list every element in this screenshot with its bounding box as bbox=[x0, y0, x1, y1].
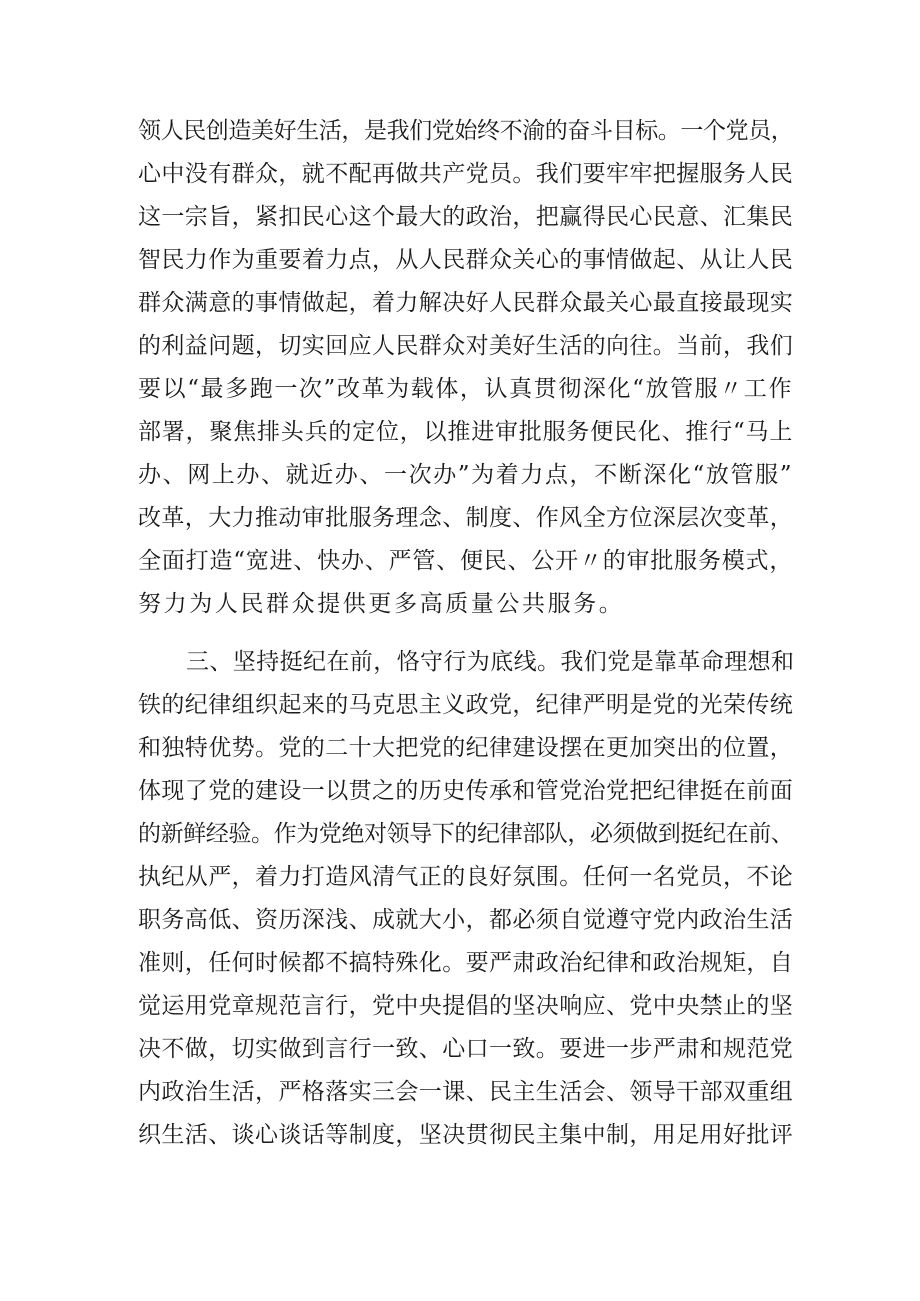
paragraph-line: 体现了党的建设一以贯之的历史传承和管党治党把纪律挺在前面 bbox=[138, 778, 794, 804]
paragraph-line: 部署，聚焦排头兵的定位，以推进审批服务便民化、推行“马上 bbox=[138, 419, 794, 445]
paragraph-line: 要以“最多跑一次”改革为载体，认真贯彻深化“放管服〃工作 bbox=[138, 376, 794, 402]
paragraph-line: 改革，大力推动审批服务理念、制度、作风全方位深层次变革， bbox=[138, 505, 794, 531]
paragraph-line: 和独特优势。党的二十大把党的纪律建设摆在更加突出的位置， bbox=[138, 735, 794, 761]
paragraph-line: 群众满意的事情做起，着力解决好人民群众最关心最直接最现实 bbox=[138, 290, 794, 316]
paragraph-line: 的利益问题，切实回应人民群众对美好生活的向往。当前，我们 bbox=[138, 333, 794, 359]
paragraph-line: 准则，任何时候都不搞特殊化。要严肃政治纪律和政治规矩，自 bbox=[138, 950, 794, 976]
paragraph-line: 智民力作为重要着力点，从人民群众关心的事情做起、从让人民 bbox=[138, 247, 794, 273]
paragraph-line: 觉运用党章规范言行，党中央提倡的坚决响应、党中央禁止的坚 bbox=[138, 993, 794, 1019]
paragraph-line: 全面打造“宽进、快办、严管、便民、公开〃的审批服务模式， bbox=[138, 548, 794, 574]
paragraph-line: 织生活、谈心谈话等制度，坚决贯彻民主集中制，用足用好批评 bbox=[138, 1122, 794, 1148]
paragraph-line: 领人民创造美好生活，是我们党始终不渝的奋斗目标。一个党员， bbox=[138, 118, 794, 144]
paragraph-line: 心中没有群众，就不配再做共产党员。我们要牢牢把握服务人民 bbox=[138, 161, 794, 187]
paragraph-line: 努力为人民群众提供更多高质量公共服务。 bbox=[138, 591, 625, 617]
paragraph-line: 的新鲜经验。作为党绝对领导下的纪律部队，必须做到挺纪在前、 bbox=[138, 821, 794, 847]
paragraph-line: 铁的纪律组织起来的马克思主义政党，纪律严明是党的光荣传统 bbox=[138, 692, 794, 718]
paragraph-line: 内政治生活，严格落实三会一课、民主生活会、领导干部双重组 bbox=[138, 1079, 794, 1105]
paragraph-line: 执纪从严，着力打造风清气正的良好氛围。任何一名党员，不论 bbox=[138, 864, 794, 890]
paragraph-line: 办、网上办、就近办、一次办”为着力点，不断深化“放管服” bbox=[138, 462, 794, 488]
paragraph-line: 这一宗旨，紧扣民心这个最大的政治，把赢得民心民意、汇集民 bbox=[138, 204, 794, 230]
paragraph-line: 决不做，切实做到言行一致、心口一致。要进一步严肃和规范党 bbox=[138, 1036, 794, 1062]
paragraph-line: 三、坚持挺纪在前，恪守行为底线。我们党是靠革命理想和 bbox=[186, 649, 795, 675]
paragraph-line: 职务高低、资历深浅、成就大小，都必须自觉遵守党内政治生活 bbox=[138, 907, 794, 933]
